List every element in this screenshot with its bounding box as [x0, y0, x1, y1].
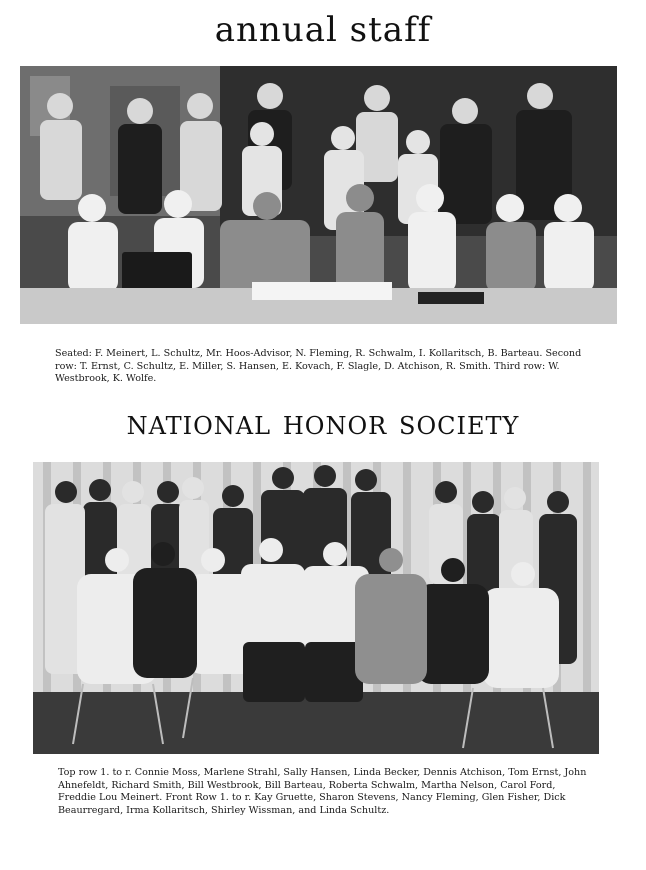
annual-staff-title: annual staff: [214, 10, 432, 50]
national-honor-society-photo: [33, 462, 599, 754]
annual-staff-photo: [20, 66, 617, 324]
national-honor-society-title: national honor society: [126, 403, 520, 443]
national-honor-society-caption: Top row 1. to r. Connie Moss, Marlene Strahl, Sally Hansen, Linda Becker, Dennis Atchison, Tom Ernst, John Ahnefeldt, Richard Smith, Bill Westbrook, Bill Barteau, Roberta Schwalm, Martha Nelson, Carol Ford, Freddie Lou Meinert. Front Row 1. to r. Kay Gruette, Sharon Stevens, Nancy Fleming, Glen Fisher, Dick Beaurregard, Irma Kollaritsch, Shirley Wissman, and Linda Schultz.: [58, 767, 587, 816]
annual-staff-caption: Seated: F. Meinert, L. Schultz, Mr. Hoos-Advisor, N. Fleming, R. Schwalm, I. Kollaritsch, B. Barteau. Second row: T. Ernst, C. Schultz, E. Miller, S. Hansen, E. Kovach, F. Slagle, D. Atchison, R. Smith. Third row: W. Westbrook, K. Wolfe.: [55, 348, 582, 385]
